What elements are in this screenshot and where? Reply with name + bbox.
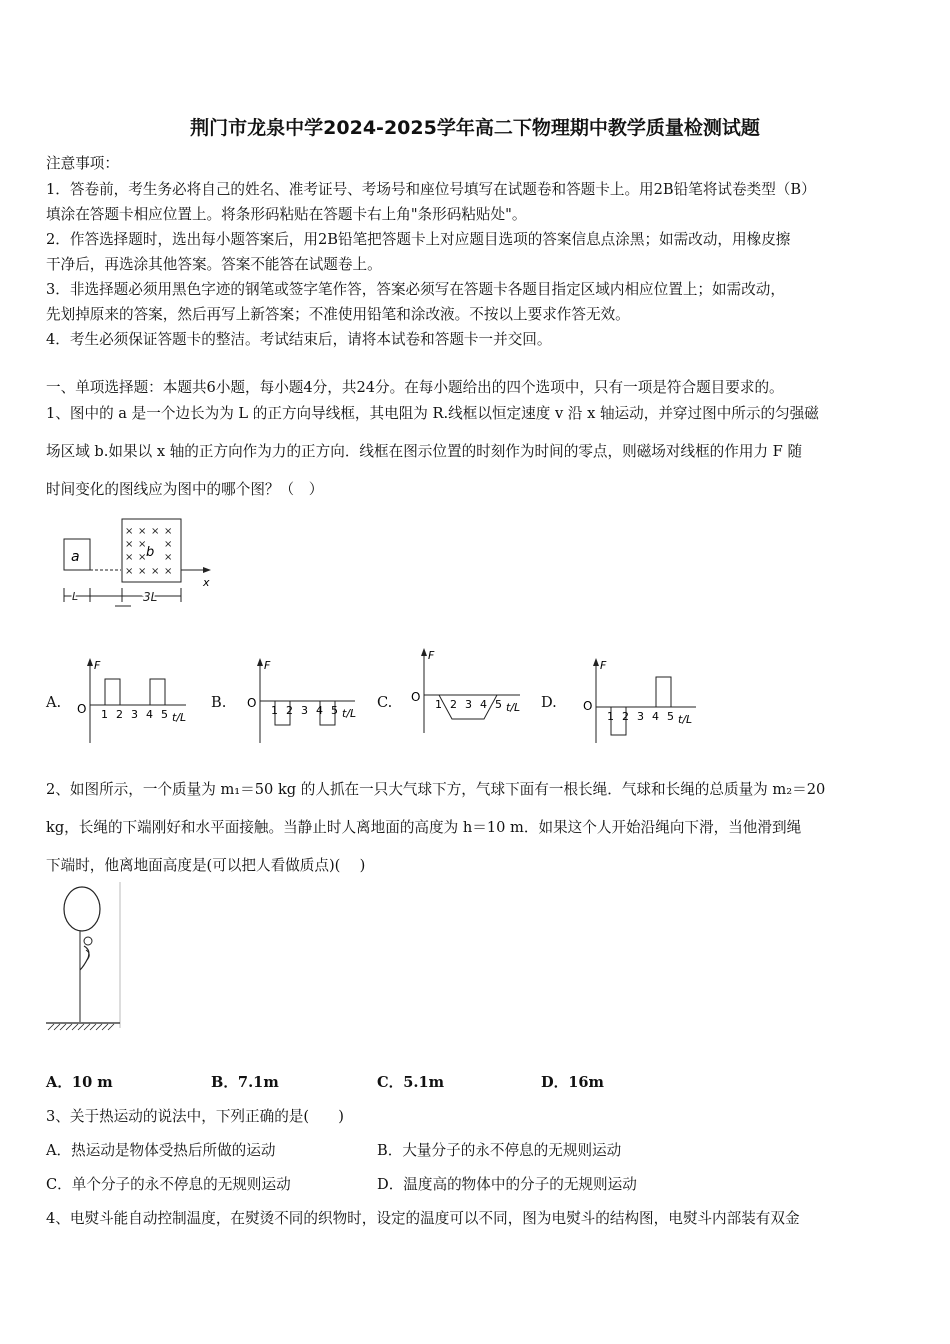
field-cross: × <box>164 539 173 550</box>
q4-stem: 4、电熨斗能自动控制温度，在熨烫不同的织物时，设定的温度可以不同，图为电熨斗的结构图，电熨斗内部装有双金 <box>46 1210 800 1227</box>
field-cross: × <box>151 566 160 577</box>
axis-F-label: F <box>94 659 101 672</box>
dim-L-label: L <box>72 590 79 603</box>
field-cross: × <box>138 526 147 537</box>
tick-label: 3 <box>301 704 308 717</box>
notice-line: 先划掉原来的答案，然后再写上新答案；不准使用铅笔和涂改液。不按以上要求作答无效。 <box>46 306 630 323</box>
notice-line: 2．作答选择题时，选出每小题答案后，用2B铅笔把答题卡上对应题目选项的答案信息点涂黑；如需改动，用橡皮擦 <box>46 231 791 248</box>
q3-option-a[interactable]: A．热运动是物体受热后所做的运动 <box>46 1142 276 1159</box>
tick-label: 5 <box>161 708 168 721</box>
q1-option-c[interactable]: C. <box>377 694 393 711</box>
field-cross: × <box>125 552 134 563</box>
tick-label: 1 <box>101 708 108 721</box>
notice-line: 4．考生必须保证答题卡的整洁。考试结束后，请将本试卷和答题卡一并交回。 <box>46 331 552 348</box>
q2-stem-line: 2、如图所示，一个质量为 m₁＝50 kg 的人抓在一只大气球下方，气球下面有一根长绳．气球和长绳的总质量为 m₂＝20 <box>46 781 826 798</box>
notice-line: 1．答卷前，考生务必将自己的姓名、准考证号、考场号和座位号填写在试题卷和答题卡上。用2B铅笔将试卷类型（B） <box>46 181 816 198</box>
page-title: 荆门市龙泉中学2024-2025学年高二下物理期中教学质量检测试题 <box>190 117 760 139</box>
q1-option-a[interactable]: A. <box>46 694 62 711</box>
q2-stem-line: kg，长绳的下端刚好和水平面接触。当静止时人离地面的高度为 h＝10 m．如果这个人开始沿绳向下滑，当他滑到绳 <box>46 819 802 836</box>
q1-field-figure <box>55 510 225 610</box>
field-cross: × <box>125 566 134 577</box>
field-cross: × <box>125 526 134 537</box>
axis-F-label: F <box>428 649 435 662</box>
q2-option-c[interactable]: C．5.1m <box>377 1074 445 1091</box>
notice-line: 3．非选择题必须用黑色字迹的钢笔或签字笔作答，答案必须写在答题卡各题目指定区域内相应位置上；如需改动， <box>46 281 785 298</box>
origin-label: O <box>411 690 421 704</box>
frame-a-label: a <box>71 549 80 565</box>
tick-label: 1 <box>607 710 614 723</box>
q1-stem-line: 1、图中的 a 是一个边长为为 L 的正方向导线框，其电阻为 R.线框以恒定速度 v 沿 x 轴运动，并穿过图中所示的匀强磁 <box>46 405 819 422</box>
graph-a <box>74 655 199 747</box>
field-b-label: b <box>146 545 155 560</box>
axis-t-label: t/L <box>172 711 187 724</box>
q3-option-b[interactable]: B．大量分子的永不停息的无规则运动 <box>377 1142 622 1159</box>
field-cross: × <box>138 552 147 563</box>
tick-label: 2 <box>622 710 629 723</box>
q3-option-c[interactable]: C．单个分子的永不停息的无规则运动 <box>46 1176 291 1193</box>
q2-option-d[interactable]: D．16m <box>541 1074 604 1091</box>
axis-t-label: t/L <box>678 713 693 726</box>
q1-stem-line: 场区域 b.如果以 x 轴的正方向作为力的正方向．线框在图示位置的时刻作为时间的零点，则磁场对线框的作用力 F 随 <box>46 443 803 460</box>
field-cross: × <box>151 526 160 537</box>
field-cross: × <box>164 566 173 577</box>
q1-option-d[interactable]: D. <box>541 694 557 711</box>
q1-option-b[interactable]: B. <box>211 694 227 711</box>
q1-stem-line: 时间变化的图线应为图中的哪个图？（ ） <box>46 481 324 498</box>
axis-F-label: F <box>600 659 607 672</box>
q2-option-a[interactable]: A．10 m <box>46 1074 113 1091</box>
notice-line: 填涂在答题卡相应位置上。将条形码粘贴在答题卡右上角"条形码粘贴处"。 <box>46 206 527 223</box>
q2-stem-line: 下端时，他离地面高度是(可以把人看做质点)( ) <box>46 857 366 874</box>
q3-option-d[interactable]: D．温度高的物体中的分子的无规则运动 <box>377 1176 637 1193</box>
tick-label: 3 <box>637 710 644 723</box>
tick-label: 5 <box>495 698 502 711</box>
field-cross: × <box>138 566 147 577</box>
tick-label: 1 <box>271 704 278 717</box>
axis-t-label: t/L <box>506 701 521 714</box>
tick-label: 2 <box>450 698 457 711</box>
tick-label: 5 <box>667 710 674 723</box>
section-heading: 一、单项选择题：本题共6小题，每小题4分，共24分。在每小题给出的四个选项中，只有一项是符合题目要求的。 <box>46 379 784 396</box>
dim-3L-label: 3L <box>143 590 158 604</box>
graph-d <box>578 655 708 747</box>
origin-label: O <box>247 696 257 710</box>
tick-label: 3 <box>131 708 138 721</box>
origin-label: O <box>77 702 87 716</box>
x-axis-label: x <box>203 576 210 589</box>
graph-b <box>240 655 365 747</box>
origin-label: O <box>583 699 593 713</box>
axis-F-label: F <box>264 659 271 672</box>
tick-label: 2 <box>286 704 293 717</box>
tick-label: 4 <box>146 708 153 721</box>
tick-label: 4 <box>316 704 323 717</box>
graph-c <box>402 645 532 737</box>
tick-label: 1 <box>435 698 442 711</box>
field-cross: × <box>164 552 173 563</box>
q3-stem: 3、关于热运动的说法中，下列正确的是( ) <box>46 1108 344 1125</box>
field-cross: × <box>164 526 173 537</box>
axis-t-label: t/L <box>342 707 357 720</box>
tick-label: 2 <box>116 708 123 721</box>
q2-option-b[interactable]: B．7.1m <box>211 1074 279 1091</box>
tick-label: 4 <box>480 698 487 711</box>
field-cross: × <box>138 539 147 550</box>
field-cross: × <box>125 539 134 550</box>
notice-line: 干净后，再选涂其他答案。答案不能答在试题卷上。 <box>46 256 382 273</box>
balloon-figure <box>44 880 126 1034</box>
tick-label: 3 <box>465 698 472 711</box>
tick-label: 4 <box>652 710 659 723</box>
tick-label: 5 <box>331 704 338 717</box>
notice-heading: 注意事项： <box>46 155 119 172</box>
